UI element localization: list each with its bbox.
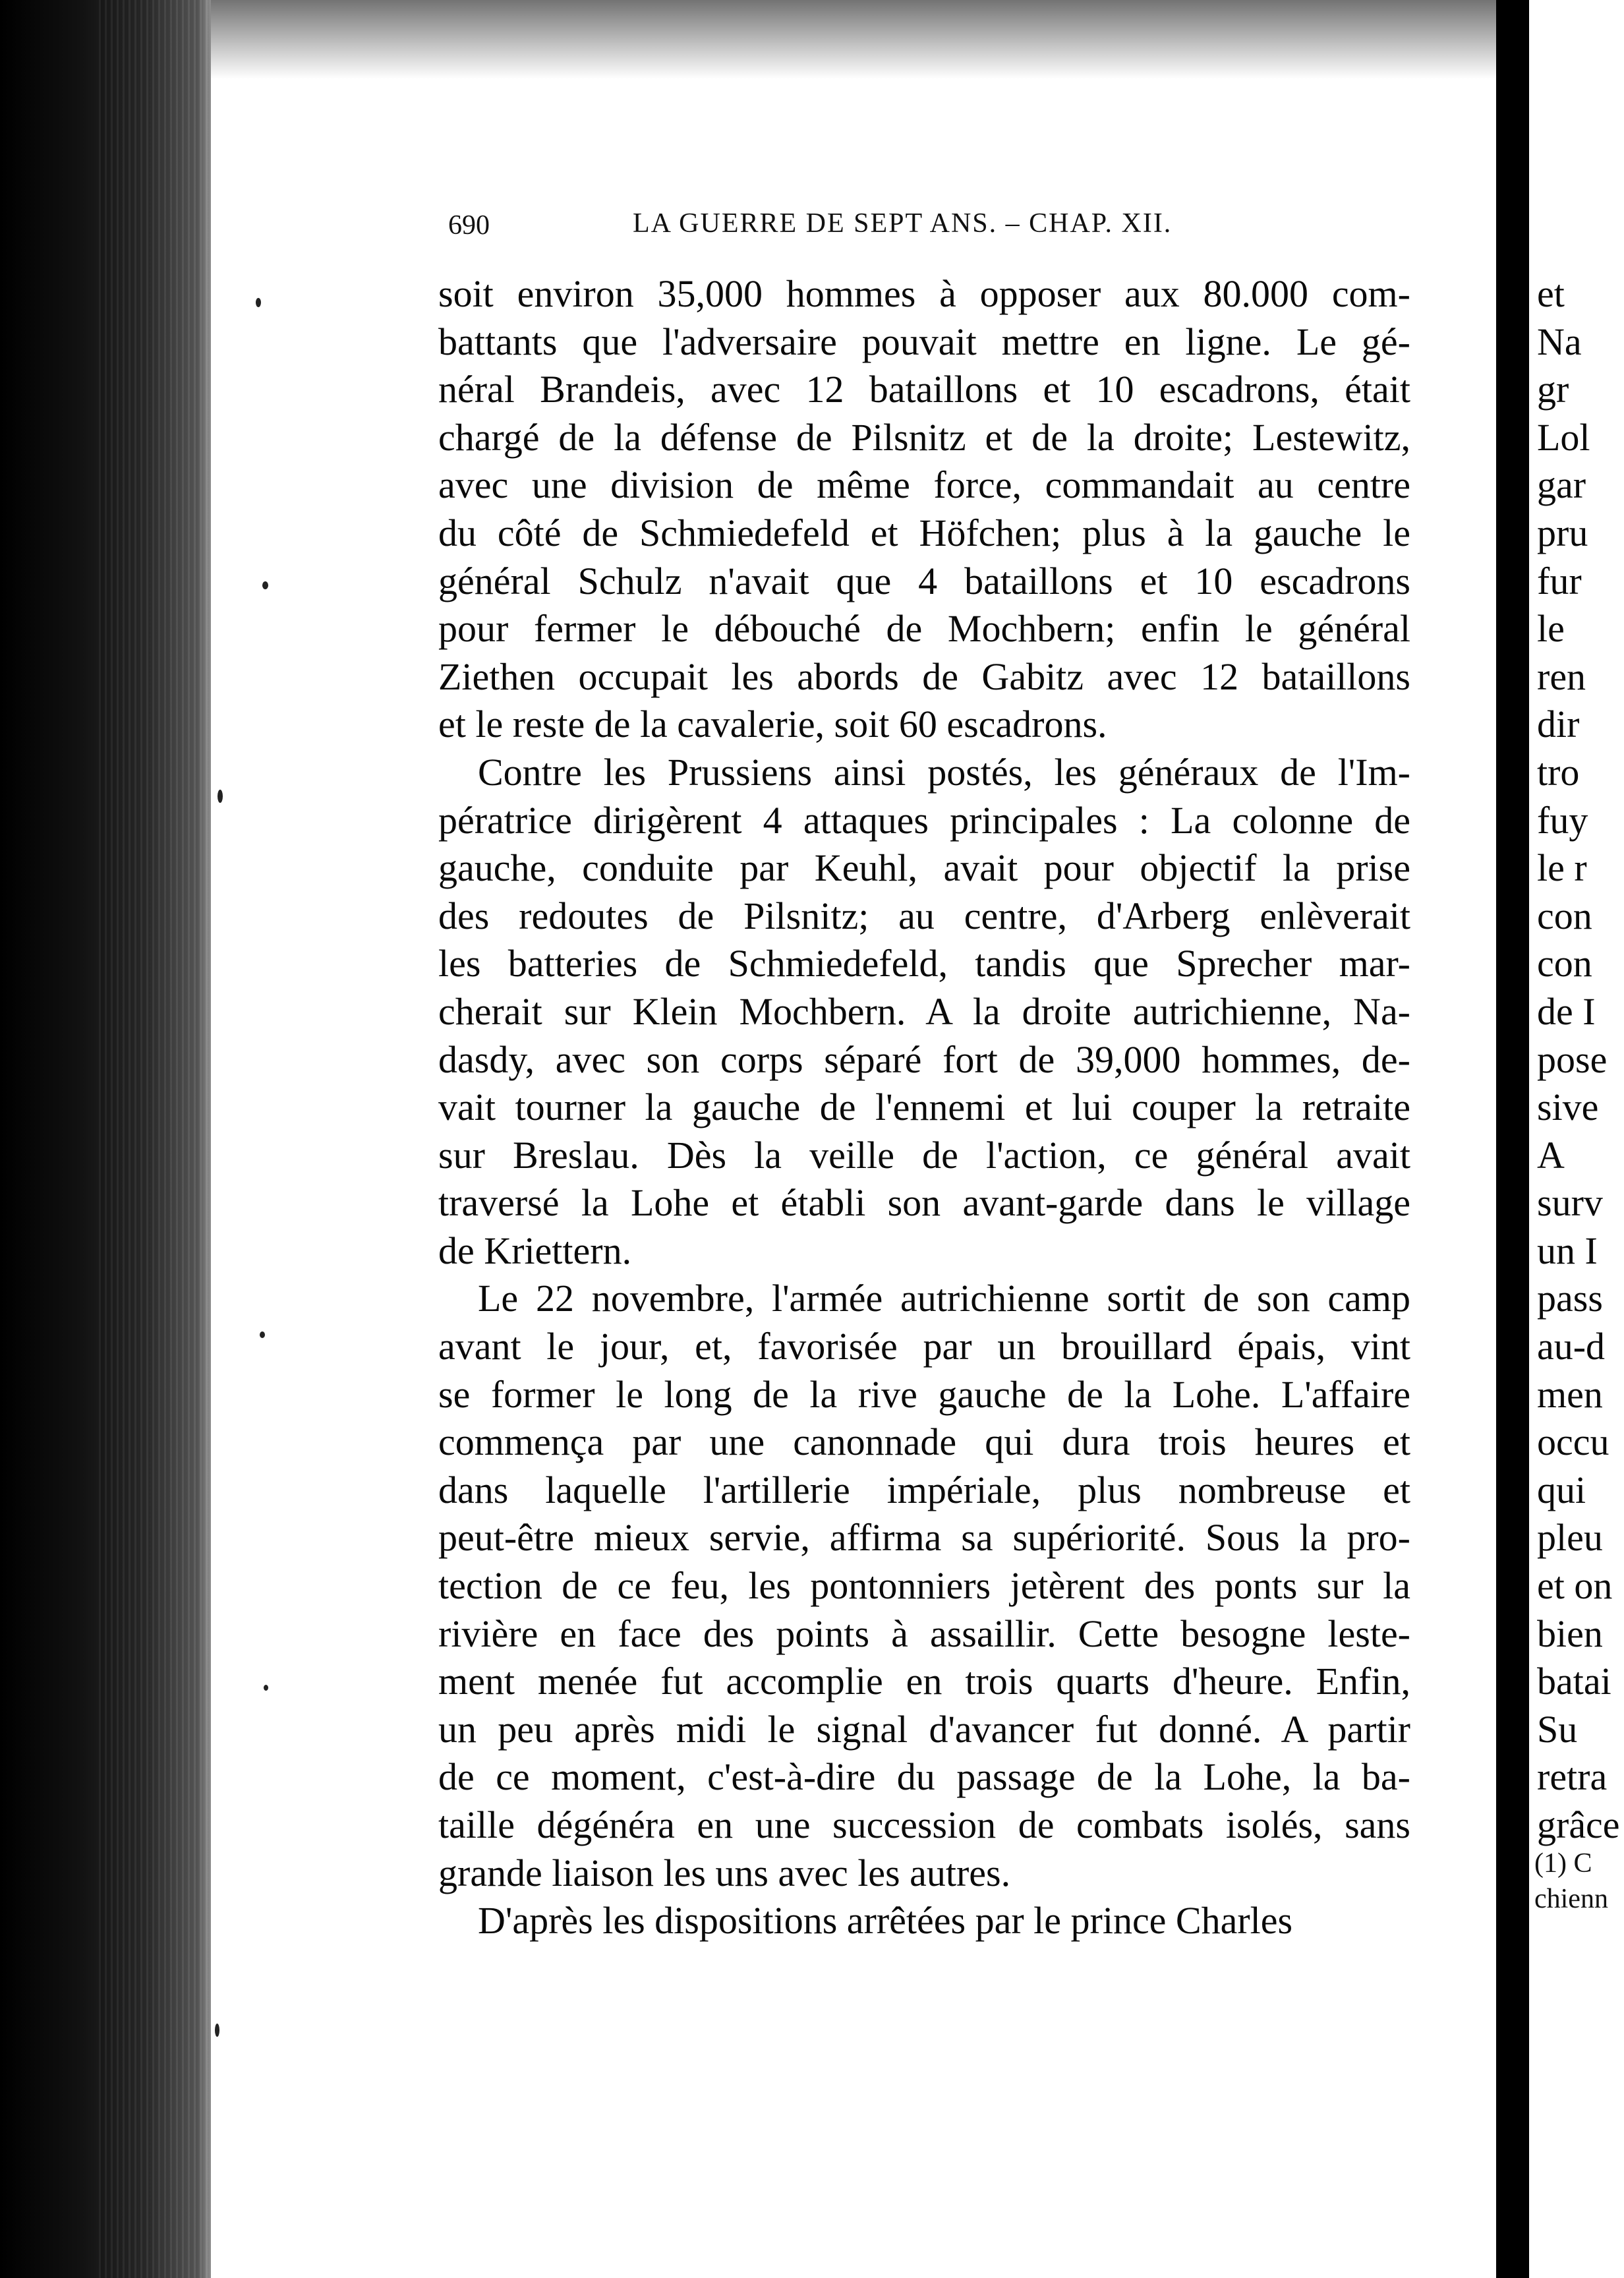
scan-speck: [264, 1685, 268, 1691]
running-title: LA GUERRE DE SEPT ANS. – CHAP. XII.: [633, 208, 1173, 239]
next-page-line: gr: [1537, 368, 1569, 411]
next-page-line: au-d: [1537, 1325, 1606, 1368]
next-page-line: con: [1537, 942, 1592, 985]
next-page-line: tro: [1537, 750, 1580, 794]
text-line: de ce moment, c'est-à-dire du passage de la Lohe, la ba-: [438, 1755, 1410, 1799]
text-line: commença par une canonnade qui dura trois heures et: [438, 1420, 1410, 1464]
text-line: battants que l'adversaire pouvait mettre en ligne. Le gé-: [438, 320, 1410, 363]
next-page-line: surv: [1537, 1181, 1603, 1225]
next-page-line: un I: [1537, 1229, 1598, 1272]
text-line: gauche, conduite par Keuhl, avait pour objectif la prise: [438, 846, 1410, 890]
next-page-line: ren: [1537, 655, 1586, 698]
next-page-line: occu: [1537, 1420, 1610, 1464]
next-page-text: [1537, 270, 1624, 1850]
next-page-line: fuy: [1537, 798, 1588, 842]
text-line: Le 22 novembre, l'armée autrichienne sortit de son camp: [478, 1277, 1410, 1320]
scan-speck: [218, 790, 223, 803]
text-line: dasdy, avec son corps séparé fort de 39,000 hommes, de-: [438, 1037, 1410, 1081]
next-page-line: pleu: [1537, 1516, 1603, 1560]
text-line: avant le jour, et, favorisée par un brouillard épais, vint: [438, 1325, 1410, 1368]
next-page-line: pru: [1537, 511, 1588, 554]
next-page-line: Na: [1537, 320, 1582, 363]
next-page-line: le r: [1537, 846, 1587, 890]
paragraph: [438, 1275, 1410, 1897]
text-line: pératrice dirigèrent 4 attaques principales : La colonne de: [438, 798, 1410, 842]
next-page-line: pass: [1537, 1277, 1603, 1320]
next-page-line: grâce: [1537, 1803, 1620, 1846]
text-line: tection de ce feu, les pontonniers jetèrent des ponts sur la: [438, 1564, 1410, 1608]
next-page-footnote: [1534, 1846, 1624, 1917]
page-gutter: [1496, 0, 1529, 2278]
text-line: pour fermer le débouché de Mochbern; enfin le général: [438, 607, 1410, 651]
text-line: de Kriettern.: [438, 1229, 632, 1272]
text-line: grande liaison les uns avec les autres.: [438, 1851, 1011, 1894]
text-line: peut-être mieux servie, affirma sa supériorité. Sous la pro-: [438, 1516, 1410, 1560]
next-page-line: qui: [1537, 1468, 1586, 1511]
body-text: [438, 270, 1410, 1945]
text-line: se former le long de la rive gauche de la Lohe. L'affaire: [438, 1372, 1410, 1416]
text-line: traversé la Lohe et établi son avant-garde dans le village: [438, 1181, 1410, 1225]
text-line: soit environ 35,000 hommes à opposer aux 80.000 com-: [438, 272, 1410, 315]
next-page-line: retra: [1537, 1755, 1608, 1799]
next-page-line: A: [1537, 1133, 1565, 1177]
text-line: Contre les Prussiens ainsi postés, les généraux de l'Im-: [478, 750, 1410, 794]
scan-speck: [262, 581, 268, 589]
next-page-line: con: [1537, 894, 1592, 937]
text-line: un peu après midi le signal d'avancer fut donné. A partir: [438, 1707, 1410, 1751]
text-line: D'après les dispositions arrêtées par le prince Charles: [478, 1899, 1293, 1942]
next-page-footnote-line: chienn: [1534, 1884, 1608, 1914]
text-line: du côté de Schmiedefeld et Höfchen; plus à la gauche le: [438, 511, 1410, 554]
next-page-line: bien: [1537, 1612, 1603, 1655]
text-line: rivière en face des points à assaillir. Cette besogne leste-: [438, 1612, 1410, 1655]
next-page-line: de I: [1537, 989, 1596, 1033]
next-page-footnote-line: (1) C: [1534, 1848, 1592, 1879]
next-page-line: pose: [1537, 1037, 1608, 1081]
text-line: taille dégénéra en une succession de combats isolés, sans: [438, 1803, 1410, 1846]
page-number: 690: [448, 210, 490, 241]
text-line: et le reste de la cavalerie, soit 60 escadrons.: [438, 703, 1107, 746]
next-page-line: batai: [1537, 1660, 1611, 1703]
text-line: vait tourner la gauche de l'ennemi et lui couper la retraite: [438, 1086, 1410, 1129]
paragraph: [438, 749, 1410, 1275]
next-page-line: Su: [1537, 1707, 1578, 1751]
next-page-line: men: [1537, 1372, 1603, 1416]
text-line: ment menée fut accomplie en trois quarts d'heure. Enfin,: [438, 1660, 1410, 1703]
text-line: sur Breslau. Dès la veille de l'action, ce général avait: [438, 1133, 1410, 1177]
page-top-shadow: [211, 0, 1496, 79]
paragraph: [438, 270, 1410, 749]
next-page-line: Lol: [1537, 415, 1590, 459]
scan-speck: [260, 1331, 265, 1338]
text-line: chargé de la défense de Pilsnitz et de la droite; Lestewitz,: [438, 415, 1410, 459]
text-line: Ziethen occupait les abords de Gabitz avec 12 bataillons: [438, 655, 1410, 698]
text-line: des redoutes de Pilsnitz; au centre, d'Arberg enlèverait: [438, 894, 1410, 937]
text-line: avec une division de même force, commandait au centre: [438, 463, 1410, 507]
next-page-line: gar: [1537, 463, 1586, 507]
text-line: cherait sur Klein Mochbern. A la droite autrichienne, Na-: [438, 989, 1410, 1033]
scan-speck: [256, 298, 261, 307]
text-line: néral Brandeis, avec 12 bataillons et 10 escadrons, était: [438, 368, 1410, 411]
next-page-line: fur: [1537, 559, 1582, 602]
text-line: les batteries de Schmiedefeld, tandis que Sprecher mar-: [438, 942, 1410, 985]
next-page-line: et: [1537, 272, 1565, 315]
scan-speck: [215, 2024, 219, 2037]
next-page-line: sive: [1537, 1086, 1599, 1129]
next-page-line: dir: [1537, 703, 1580, 746]
scan-streaks: [99, 0, 211, 2278]
text-line: général Schulz n'avait que 4 bataillons et 10 escadrons: [438, 559, 1410, 602]
next-page-line: le: [1537, 607, 1565, 651]
next-page-line: et on: [1537, 1564, 1613, 1608]
text-line: dans laquelle l'artillerie impériale, plus nombreuse et: [438, 1468, 1410, 1511]
paragraph: [438, 1897, 1410, 1945]
